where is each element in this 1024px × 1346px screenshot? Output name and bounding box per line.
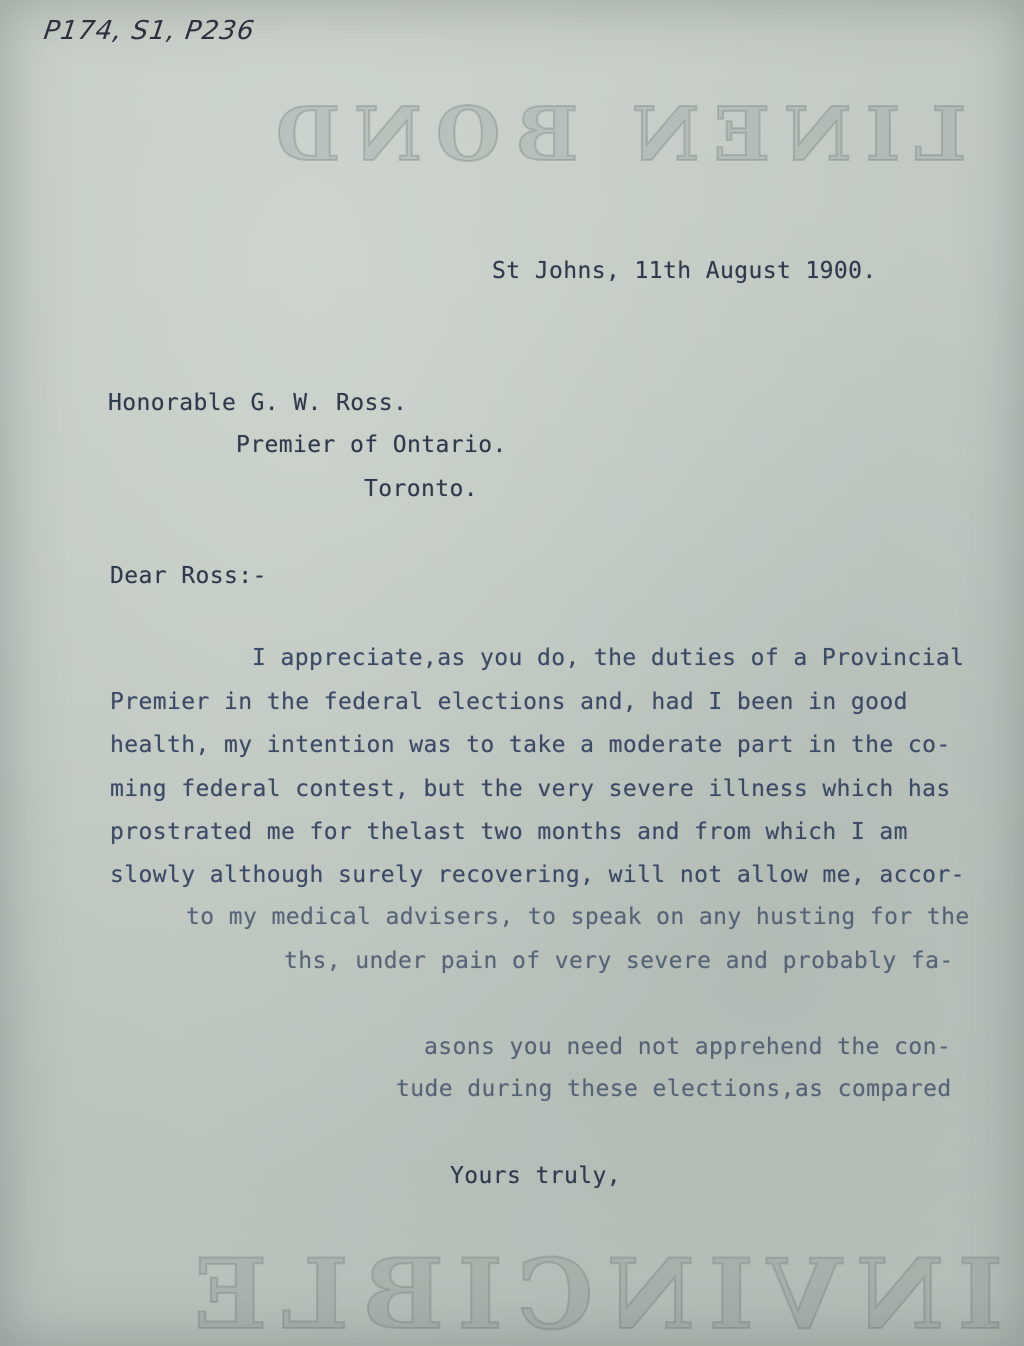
dateline: St Johns, 11th August 1900. [492,258,877,284]
footer-watermark: INVINCIBLE [180,1238,1003,1346]
body-line: health, my intention was to take a moderate part in the co- [110,732,951,758]
closing: Yours truly, [450,1163,621,1189]
body-line: I appreciate,as you do, the duties of a Provincial [252,645,965,671]
body-line: Premier in the federal elections and, had I been in good [110,689,908,715]
addressee-city: Toronto. [364,476,478,502]
body-line: prostrated me for thelast two months and from which I am [110,819,908,845]
body-line: asons you need not apprehend the con- [424,1034,952,1060]
body-line: ming federal contest, but the very severe illness which has [110,776,951,802]
body-line: to my medical advisers, to speak on any husting for the [186,904,970,930]
salutation: Dear Ross:- [110,563,267,589]
letterhead-watermark: LINEN BOND [262,92,967,178]
archive-reference-note: P174, S1, P236 [41,16,257,46]
body-line: tude during these elections,as compared [396,1076,952,1102]
addressee-name: Honorable G. W. Ross. [108,390,408,416]
body-line: slowly although surely recovering, will not allow me, accor- [110,862,965,888]
body-line: ths, under pain of very severe and probably fa- [284,948,954,974]
addressee-title: Premier of Ontario. [236,432,507,458]
